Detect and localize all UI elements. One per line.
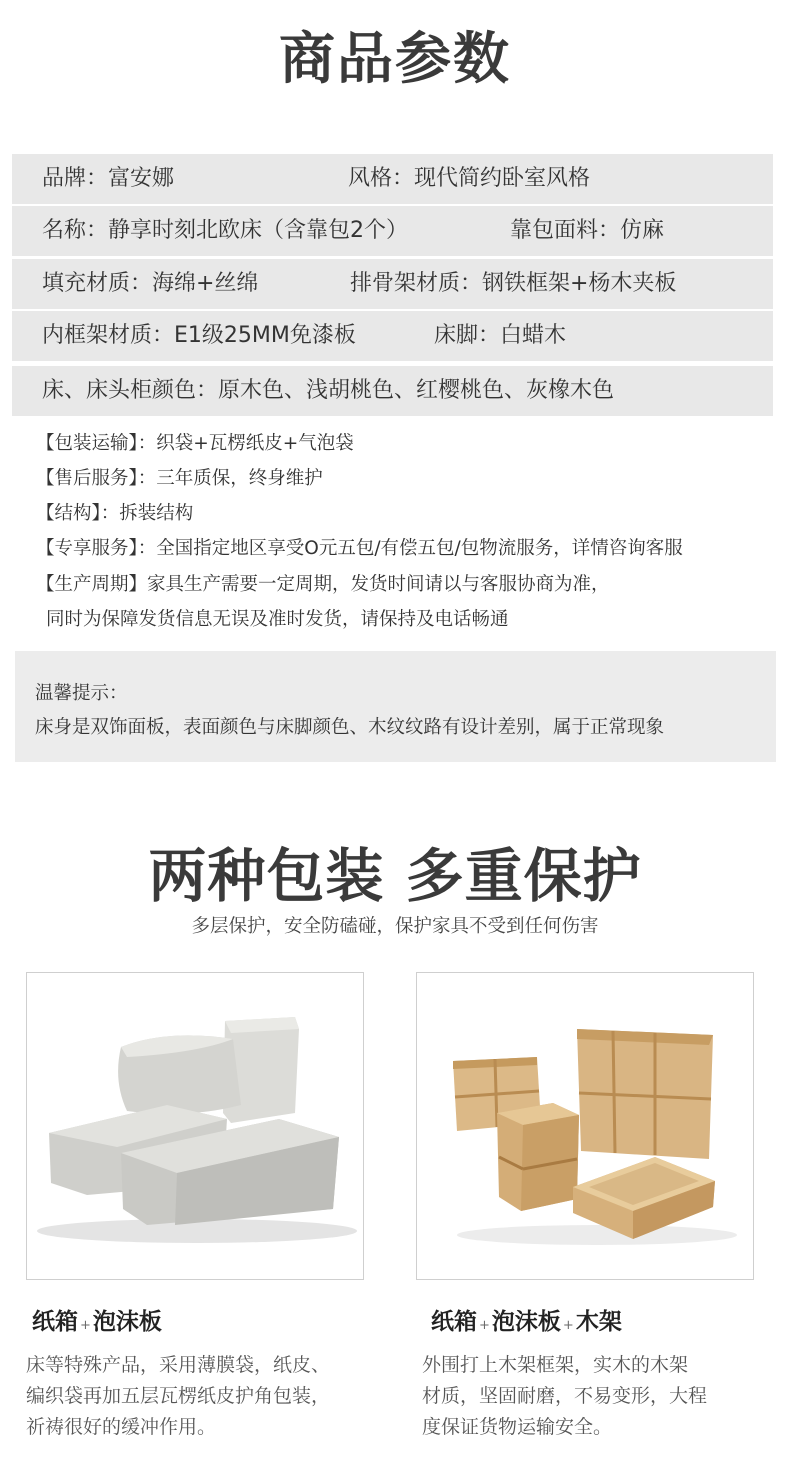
param-style: 风格：现代简约卧室风格 [348,166,591,191]
tip-box [15,651,776,762]
package-1-description [26,1350,330,1443]
info-production-note: 同时为保障发货信息无误及准时发货，请保持及电话畅通 [46,609,509,630]
plus-sign: + [80,1318,91,1333]
photo-wrapped-furniture [26,972,364,1280]
param-brand: 品牌：富安娜 [42,166,175,191]
param-cushion-fabric: 靠包面料：仿麻 [510,218,665,243]
params-title: 商品参数 [279,27,511,92]
info-packaging: 【包装运输】：织袋+瓦楞纸皮+气泡袋 [36,433,354,454]
info-structure: 【结构】：拆装结构 [36,503,194,524]
param-slat-frame: 排骨架材质：钢铁框架+杨木夹板 [350,271,677,296]
packaging-title: 两种包装 多重保护 [148,842,642,910]
plus-sign: + [479,1318,490,1333]
param-colors: 床、床头柜颜色：原木色、浅胡桃色、红樱桃色、灰橡木色 [42,378,615,403]
photo-wooden-crates [416,972,754,1280]
package-1-title-part-1: 纸箱 [32,1308,78,1335]
tip-label: 温馨提示： [35,683,128,704]
package-2-title-part-1: 纸箱 [431,1308,477,1335]
info-production-cycle: 【生产周期】家具生产需要一定周期，发货时间请以与客服协商为准， [36,574,610,595]
package-1-desc-line-3: 祈祷很好的缓冲作用。 [26,1416,217,1438]
info-exclusive-service: 【专享服务】：全国指定地区享受O元五包/有偿五包/包物流服务，详情咨询客服 [36,538,683,559]
package-2-title-part-2: 泡沫板 [491,1308,561,1335]
package-2-desc-line-3: 度保证货物运输安全。 [422,1416,613,1438]
param-row-3 [12,259,773,309]
param-name: 名称：静享时刻北欧床（含靠包2个） [42,218,408,243]
package-2-desc-line-2: 材质，坚固耐磨，不易变形，大程 [422,1385,708,1407]
param-row-5 [12,366,773,416]
plus-sign: + [562,1318,574,1333]
param-row-1 [12,154,773,204]
packaging-subtitle: 多层保护，安全防磕碰，保护家具不受到任何伤害 [191,916,599,937]
param-row-2 [12,206,773,256]
package-1-desc-line-1: 床等特殊产品，采用薄膜袋，纸皮、 [26,1354,331,1376]
package-2-description [422,1350,707,1443]
param-row-4 [12,311,773,361]
package-1-title-part-2: 泡沫板 [92,1308,162,1335]
package-1-desc-line-2: 编织袋再加五层瓦楞纸皮护角包装， [26,1385,331,1407]
package-2-title [431,1303,622,1336]
package-1-title [32,1303,162,1336]
param-bed-legs: 床脚：白蜡木 [434,323,567,348]
package-2-desc-line-1: 外围打上木架框架，实木的木架 [422,1354,689,1376]
param-inner-frame: 内框架材质：E1级25MM免漆板 [42,323,356,348]
info-aftersales: 【售后服务】：三年质保，终身维护 [36,468,323,489]
tip-text: 床身是双饰面板，表面颜色与床脚颜色、木纹纹路有设计差别，属于正常现象 [35,717,665,738]
param-filling: 填充材质：海绵+丝绵 [42,271,259,296]
package-2-title-part-3: 木架 [575,1308,622,1335]
